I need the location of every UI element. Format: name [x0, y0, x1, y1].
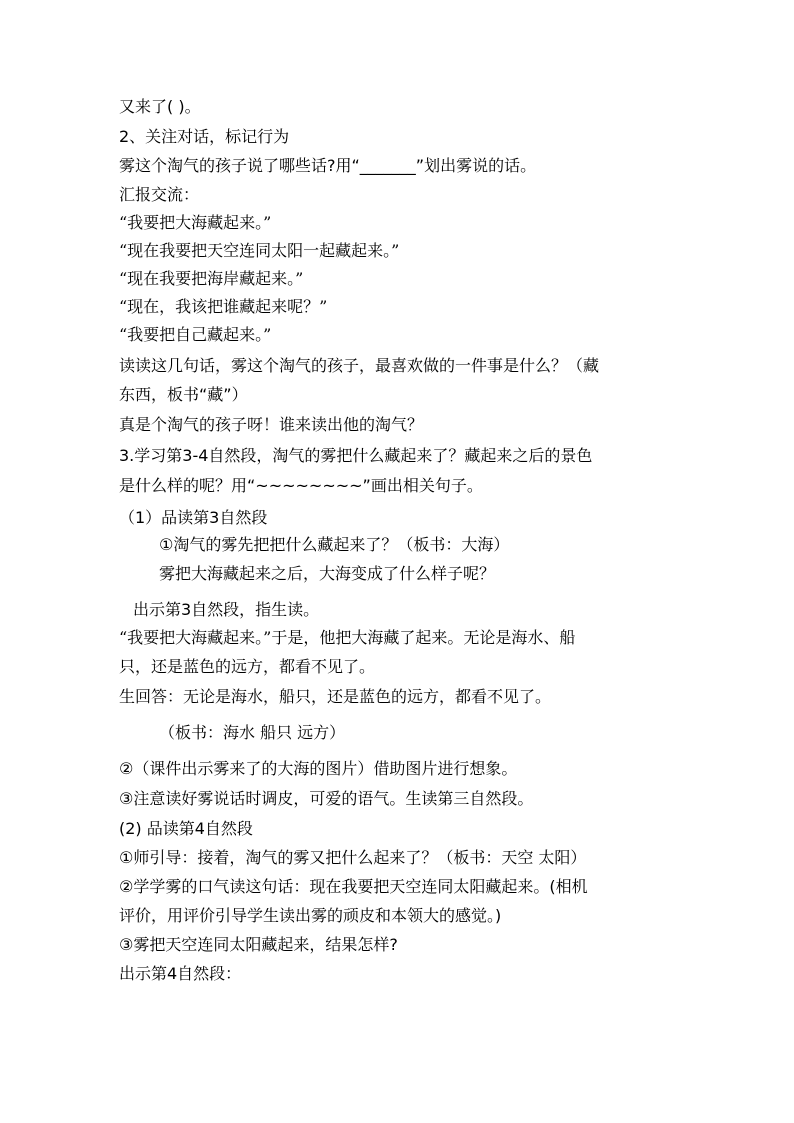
quote-line: “现在我要把海岸藏起来。” [119, 269, 304, 288]
text-line: 又来了( )。 [119, 97, 201, 116]
text-line: 雾这个淘气的孩子说了哪些话?用“_______”划出雾说的话。 [119, 156, 537, 175]
text-line: 读读这几句话，雾这个淘气的孩子，最喜欢做的一件事是什么？（藏 [119, 356, 600, 375]
text-line: ②学学雾的口气读这句话：现在我要把天空连同太阳藏起来。(相机 [119, 877, 588, 896]
text-line: ③注意读好雾说话时调皮，可爱的语气。生读第三自然段。 [119, 789, 534, 808]
section-heading: 2、关注对话，标记行为 [119, 127, 290, 146]
quote-line: “现在我要把天空连同太阳一起藏起来。” [119, 241, 400, 260]
quote-line: 只，还是蓝色的远方，都看不见了。 [119, 657, 376, 676]
board-note: （板书：海水 船只 远方） [159, 723, 346, 742]
quote-line: “现在，我该把谁藏起来呢？” [119, 297, 328, 316]
text-line: 评价，用评价引导学生读出雾的顽皮和本领大的感觉。) [119, 906, 502, 925]
section-heading: 3.学习第3-4自然段，淘气的雾把什么藏起来了？藏起来之后的景色 [119, 446, 593, 465]
text-line: ①淘气的雾先把把什么藏起来了？（板书：大海） [159, 535, 510, 554]
subsection-heading: （1）品读第3自然段 [119, 508, 268, 527]
subsection-heading: (2) 品读第4自然段 [119, 819, 253, 838]
quote-line: “我要把自己藏起来。” [119, 325, 272, 344]
text-line: 出示第3自然段，指生读。 [133, 600, 320, 619]
text-line: 是什么样的呢？用“~~~~~~~~”画出相关句子。 [119, 476, 483, 495]
text-line: 雾把大海藏起来之后，大海变成了什么样子呢？ [159, 564, 496, 583]
quote-line: “我要把大海藏起来。” [119, 213, 272, 232]
text-line: 汇报交流： [119, 185, 200, 204]
text-line: ②（课件出示雾来了的大海的图片）借助图片进行想象。 [119, 759, 518, 778]
text-line: 东西，板书“藏”） [119, 385, 248, 404]
text-line: ③雾把天空连同太阳藏起来，结果怎样? [119, 935, 398, 954]
text-line: 生回答：无论是海水，船只，还是蓝色的远方，都看不见了。 [119, 687, 552, 706]
quote-line: “我要把大海藏起来。”于是，他把大海藏了起来。无论是海水、船 [119, 628, 576, 647]
text-line: ①师引导：接着，淘气的雾又把什么起来了？（板书：天空 太阳） [119, 848, 587, 867]
text-line: 真是个淘气的孩子呀！谁来读出他的淘气？ [119, 415, 424, 434]
text-line: 出示第4自然段： [119, 964, 242, 983]
